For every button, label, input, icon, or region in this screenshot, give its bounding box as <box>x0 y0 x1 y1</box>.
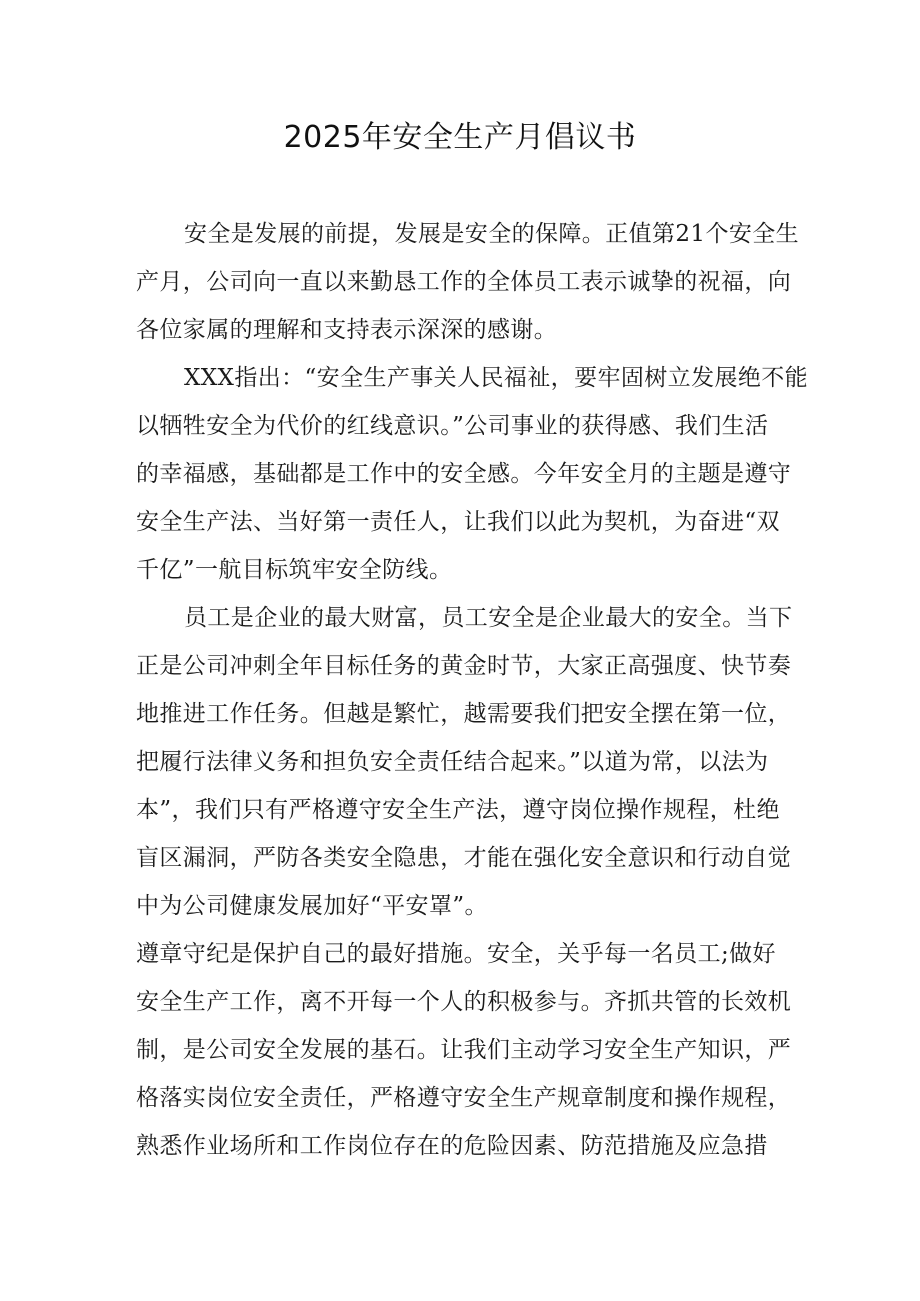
paragraph-line: 把履行法律义务和担负安全责任结合起来。”以道为常，以法为 <box>136 749 769 775</box>
paragraph-line: 中为公司健康发展加好“平安罩”。 <box>136 893 488 919</box>
paragraph-line: 地推进工作任务。但越是繁忙，越需要我们把安全摆在第一位， <box>136 701 792 727</box>
paragraph-line: 安全是发展的前提，发展是安全的保障。正值第21个安全生 <box>184 221 800 247</box>
paragraph-line: 安全生产法、当好第一责任人，让我们以此为契机，为奋进“双 <box>136 509 780 535</box>
document-title: 2025年安全生产月倡议书 <box>283 120 637 155</box>
paragraph-line: 格落实岗位安全责任，严格遵守安全生产规章制度和操作规程， <box>136 1085 792 1111</box>
paragraph-line: 千亿”一航目标筑牢安全防线。 <box>136 557 453 583</box>
paragraph-line: 盲区漏洞，严防各类安全隐患，才能在强化安全意识和行动自觉 <box>136 845 792 871</box>
paragraph-line: 本”，我们只有严格遵守安全生产法，遵守岗位操作规程，杜绝 <box>136 797 780 823</box>
paragraph-line: 遵章守纪是保护自己的最好措施。安全，关乎每一名员工;做好 <box>136 941 776 967</box>
paragraph-line: 熟悉作业场所和工作岗位存在的危险因素、防范措施及应急措 <box>136 1133 768 1159</box>
paragraph-line: 制，是公司安全发展的基石。让我们主动学习安全生产知识，严 <box>136 1037 792 1063</box>
paragraph-line: 员工是企业的最大财富，员工安全是企业最大的安全。当下 <box>184 605 793 631</box>
paragraph-line: 各位家属的理解和支持表示深深的感谢。 <box>136 317 558 343</box>
paragraph-line: 的幸福感，基础都是工作中的安全感。今年安全月的主题是遵守 <box>136 461 792 487</box>
paragraph-line: 以牺牲安全为代价的红线意识。”公司事业的获得感、我们生活 <box>136 413 769 439</box>
paragraph-line: 产月，公司向一直以来勤恳工作的全体员工表示诚挚的祝福，向 <box>136 269 792 295</box>
paragraph-line: XXX指出：“安全生产事关人民福祉，要牢固树立发展绝不能 <box>184 365 809 391</box>
paragraph-line: 正是公司冲刺全年目标任务的黄金时节，大家正高强度、快节奏 <box>136 653 792 679</box>
paragraph-line: 安全生产工作，离不开每一个人的积极参与。齐抓共管的长效机 <box>136 989 792 1015</box>
